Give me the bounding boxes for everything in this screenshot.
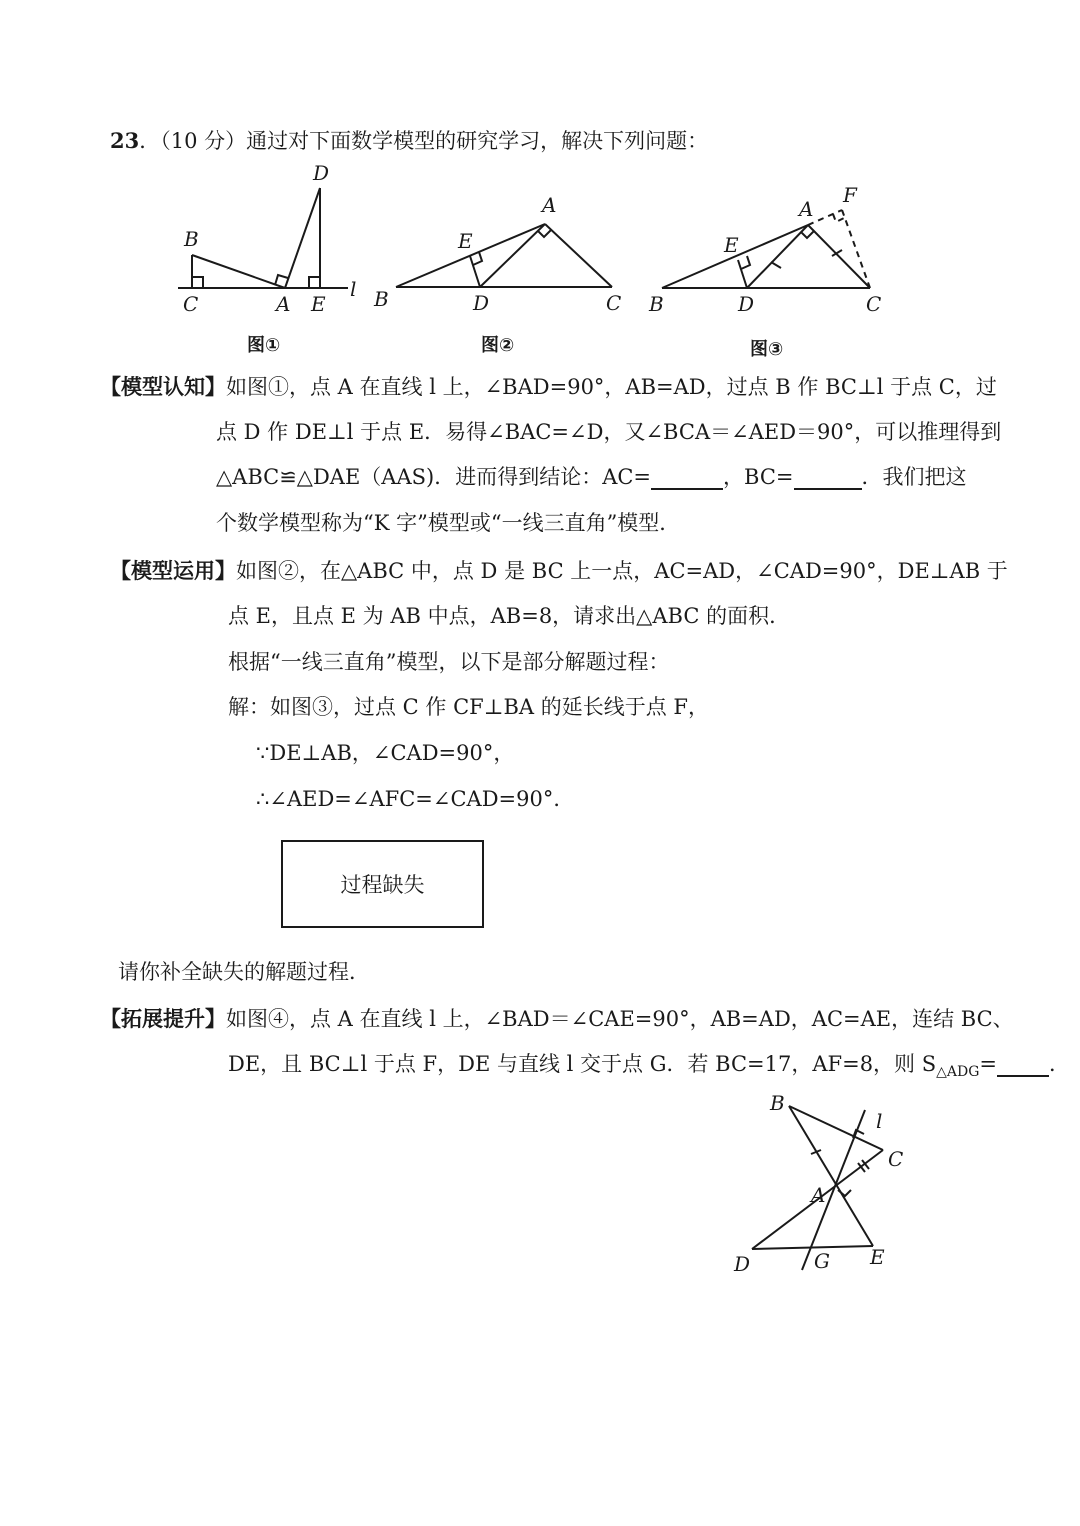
section3-line2 — [228, 1054, 1070, 1079]
missing-process-box — [281, 840, 484, 928]
section2-line1 — [110, 560, 1008, 582]
fig1-right-angle-C — [192, 277, 203, 288]
fig4-label-E: E — [870, 1245, 885, 1269]
figure-2 — [370, 190, 630, 320]
fig3-segment-AD — [747, 225, 808, 288]
fig3-right-angle-E — [741, 256, 750, 269]
section1-text3c: ．我们把这 — [861, 465, 967, 489]
fig4-label-B: B — [770, 1091, 785, 1115]
section1-text3b: ，BC= — [723, 465, 794, 489]
fig3-label-B: B — [649, 292, 664, 316]
fig2-label-A: A — [542, 193, 557, 217]
section3-text1: 如图④，点 A 在直线 l 上，∠BAD＝∠CAE=90°，AB=AD，AC=AE，连结 BC、 — [226, 1007, 1014, 1031]
section2-ask: 请你补全缺失的解题过程． — [118, 960, 370, 984]
figure-1 — [170, 158, 370, 318]
section3-text2c: ． — [1049, 1052, 1071, 1076]
fig2-segment-DE — [470, 256, 480, 287]
fig1-caption: 图① — [247, 335, 281, 356]
fig3-label-C: C — [866, 292, 882, 316]
question-intro: 通过对下面数学模型的研究学习，解决下列问题： — [246, 129, 709, 153]
question-number: 23 — [110, 128, 140, 153]
fig2-label-B: B — [374, 287, 389, 311]
fig1-label-A: A — [276, 292, 291, 316]
answer-blank-AC[interactable] — [651, 467, 723, 490]
section1-line2: 点 D 作 DE⊥l 于点 E．易得∠BAC=∠D，又∠BCA＝∠AED＝90°，可以推理得到 — [216, 420, 1002, 444]
figure-4 — [725, 1090, 915, 1280]
section2-text1: 如图②，在△ABC 中，点 D 是 BC 上一点，AC=AD，∠CAD=90°，DE⊥AB 于 — [236, 559, 1008, 583]
section2-line5: ∵DE⊥AB，∠CAD=90°， — [256, 741, 515, 765]
section3-text2b: = — [979, 1052, 998, 1076]
question-points: （10 分） — [160, 129, 247, 153]
fig3-label-A: A — [799, 197, 814, 221]
fig3-tick-AD — [771, 262, 781, 268]
fig4-label-l: l — [876, 1109, 883, 1133]
fig3-label-F: F — [843, 183, 857, 207]
fig1-label-E: E — [311, 292, 326, 316]
fig2-label-D: D — [473, 291, 490, 315]
fig2-segment-AD — [480, 224, 545, 287]
section1-text1: 如图①，点 A 在直线 l 上，∠BAD=90°，AB=AD，过点 B 作 BC⊥l 于点 C，过 — [226, 375, 997, 399]
fig3-segment-AC — [808, 225, 870, 288]
section1-tag: 【模型认知】 — [100, 374, 226, 399]
fig3-segment-DE — [738, 260, 747, 288]
section1-line1 — [100, 376, 997, 398]
fig3-label-E: E — [724, 233, 739, 257]
fig4-label-A: A — [811, 1183, 826, 1207]
section2-line3: 根据“一线三直角”模型，以下是部分解题过程： — [228, 650, 670, 674]
fig3-right-angle-A — [801, 231, 814, 238]
section2-line6: ∴∠AED=∠AFC=∠CAD=90°． — [256, 787, 575, 811]
fig3-label-D: D — [738, 292, 755, 316]
fig4-segment-DE — [752, 1246, 873, 1249]
section3-line1 — [100, 1008, 1014, 1030]
fig1-label-l: l — [350, 277, 357, 301]
section2-tag: 【模型运用】 — [110, 558, 236, 583]
answer-blank-BC[interactable] — [794, 467, 862, 490]
fig1-segment-AD — [285, 188, 320, 288]
fig2-right-angle-A — [538, 230, 551, 237]
fig4-label-G: G — [814, 1249, 830, 1273]
section3-text2a: DE，且 BC⊥l 于点 F，DE 与直线 l 交于点 G．若 BC=17，AF=8，则 S — [228, 1052, 937, 1076]
fig3-caption: 图③ — [750, 339, 784, 360]
fig1-segment-BA — [192, 255, 285, 288]
section3-sub: △ADG — [936, 1064, 980, 1081]
section2-line2: 点 E，且点 E 为 AB 中点，AB=8，请求出△ABC 的面积． — [228, 604, 791, 628]
missing-process-label: 过程缺失 — [340, 873, 425, 897]
fig1-right-angle-E — [309, 277, 320, 288]
section2-line4: 解：如图③，过点 C 作 CF⊥BA 的延长线于点 F， — [228, 695, 709, 719]
fig4-segment-BE — [789, 1106, 873, 1246]
fig3-segment-CF — [842, 210, 870, 288]
section1-line3 — [216, 467, 967, 490]
section3-tag: 【拓展提升】 — [100, 1006, 226, 1031]
fig1-label-B: B — [184, 227, 199, 251]
section1-line4: 个数学模型称为“K 字”模型或“一线三直角”模型． — [216, 511, 681, 535]
question-dot: ． — [139, 129, 161, 153]
fig3-right-angle-F — [833, 214, 844, 222]
fig1-label-D: D — [313, 161, 330, 185]
fig2-caption: 图② — [481, 335, 515, 356]
figure-3 — [645, 180, 895, 320]
fig4-label-D: D — [734, 1252, 751, 1276]
question-header — [110, 130, 708, 152]
fig2-segment-AC — [545, 224, 612, 287]
section1-text3a: △ABC≌△DAE（AAS)．进而得到结论：AC= — [216, 465, 652, 489]
answer-blank-area[interactable] — [997, 1054, 1049, 1077]
fig4-label-C: C — [888, 1147, 904, 1171]
fig1-label-C: C — [183, 292, 199, 316]
fig2-label-E: E — [458, 229, 473, 253]
fig4-right-angle-A — [838, 1190, 851, 1196]
fig2-label-C: C — [606, 291, 622, 315]
